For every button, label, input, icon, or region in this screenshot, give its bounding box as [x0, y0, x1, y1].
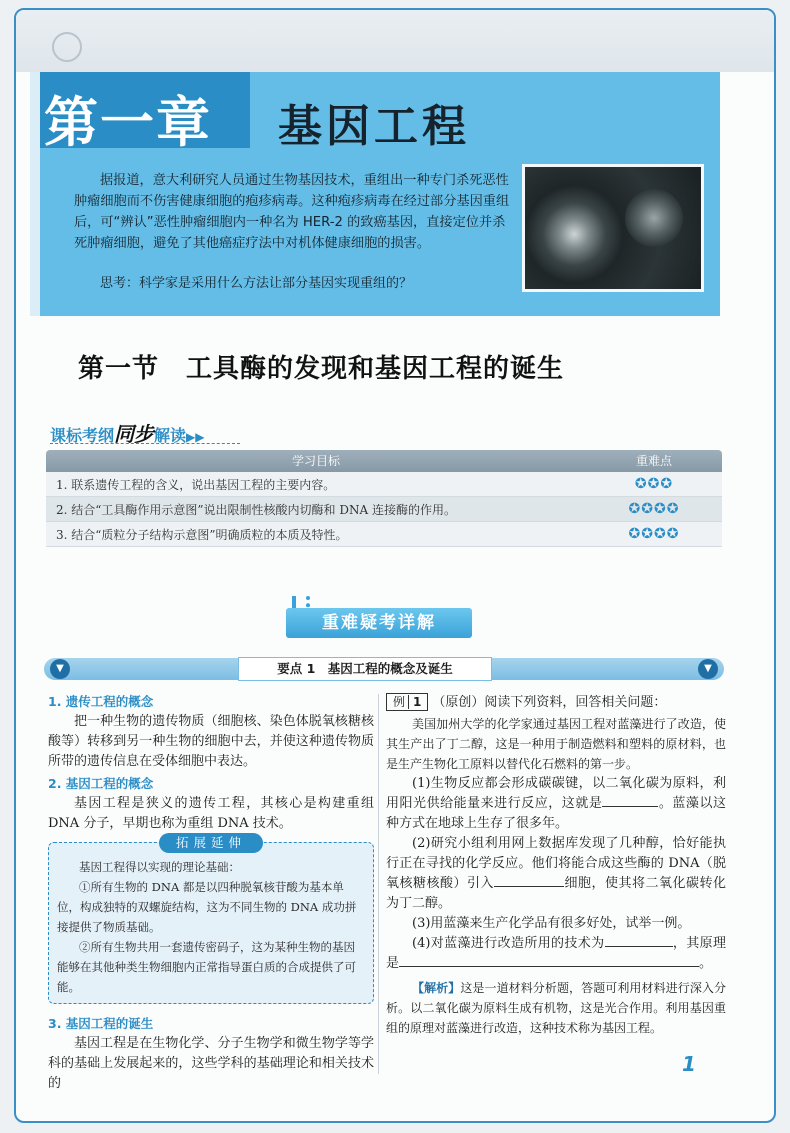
answer-blank[interactable] — [494, 886, 564, 887]
example-material: 美国加州大学的化学家通过基因工程对蓝藻进行了改造，使其生产出了丁二醇，这是一种用于制造燃料和塑料的原材料，也是生产生物化工原料以替代化石燃料的第一步。 — [386, 717, 726, 771]
goal-text: 2. 结合“工具酶作用示意图”说出限制性核酸内切酶和 DNA 连接酶的作用。 — [56, 502, 456, 517]
subheading-gene-engineering: 2. 基因工程的概念 — [48, 776, 154, 791]
down-arrow-circle-icon: ▼ — [698, 659, 718, 679]
goals-table-header — [46, 450, 722, 472]
table-row — [46, 497, 722, 522]
question-4 — [386, 934, 726, 974]
key-points-heading: 重难疑考详解 — [286, 608, 472, 638]
subheading-birth: 3. 基因工程的诞生 — [48, 1016, 154, 1031]
example-header — [386, 692, 726, 714]
example-badge — [386, 693, 428, 711]
paragraph: 基因工程是狭义的遗传工程，其核心是构建重组 DNA 分子，早期也称为重组 DNA 技术。 — [48, 796, 374, 831]
table-row — [46, 522, 722, 547]
goal-text: 3. 结合“质粒分子结构示意图”明确质粒的本质及特性。 — [56, 527, 348, 542]
example-label: 例 — [393, 695, 406, 709]
extension-box — [48, 835, 374, 1004]
example-number: 1 — [408, 695, 421, 709]
right-column — [386, 692, 726, 1038]
analysis-text: 这是一道材料分析题，答题可利用材料进行深入分析。以二氧化碳为原料生成有机物，这是光合作用。利用基因重组的原理对蓝藻进行改造，这种技术称为基因工程。 — [386, 981, 726, 1035]
tag-part-2: 同步 — [114, 422, 155, 446]
q1-text-end: 。蓝藻以这种方式在地球上生存了很多年。 — [386, 796, 726, 831]
section-title: 第一节 工具酶的发现和基因工程的诞生 — [78, 354, 565, 384]
extension-text: ②所有生物共用一套遗传密码子，这为某种生物的基因能够在其他种类生物细胞内正常指导蛋白质的合成提供了可能。 — [57, 940, 356, 994]
key-point-label: 要点 1 基因工程的概念及诞生 — [238, 657, 492, 681]
down-arrow-circle-icon: ▼ — [50, 659, 70, 679]
chapter-number: 第一章 — [44, 91, 212, 154]
goals-table-body — [46, 472, 722, 547]
answer-blank[interactable] — [605, 946, 673, 947]
page-number: 1 — [682, 1052, 696, 1076]
q4-text-end: 。 — [699, 956, 713, 971]
virus-micrograph-image — [522, 164, 704, 292]
tag-part-3: 解读 — [154, 426, 187, 445]
q2-text: (2)研究小组利用网上数据库发现了几种醇，恰好能执行正在寻找的化学反应。他们将能合成这些酶的 DNA（脱氧核糖核酸）引入 — [386, 836, 726, 891]
q1-text: (1)生物反应都会形成碳碳键，以二氧化碳为原料，利用阳光供给能量来进行反应，这就是 — [386, 776, 726, 811]
chapter-title: 基因工程 — [278, 101, 470, 152]
table-row — [46, 472, 722, 497]
answer-blank[interactable] — [602, 806, 658, 807]
paragraph: 基因工程是在生物化学、分子生物学和微生物学等学科的基础上发展起来的，这些学科的基础理论和相关技术的 — [48, 1036, 374, 1091]
study-guide-tag — [50, 418, 205, 444]
analysis-label: 【解析】 — [412, 981, 461, 995]
subheading-genetic-engineering: 1. 遗传工程的概念 — [48, 694, 154, 709]
q4-text-mid: ，其原理是 — [386, 936, 726, 971]
question-2 — [386, 834, 726, 914]
extension-text: 基因工程得以实现的理论基础： — [79, 860, 240, 874]
difficulty-col-header: 重难点 — [635, 454, 672, 468]
page-header-strip — [16, 10, 774, 72]
chapter-question: 思考：科学家是采用什么方法让部分基因实现重组的？ — [100, 276, 413, 291]
answer-blank[interactable] — [399, 966, 699, 967]
difficulty-stars-icon: ✪✪✪ — [634, 476, 674, 492]
tag-underline — [50, 443, 240, 444]
question-3: (3)用蓝藻来生产化学品有很多好处，试举一例。 — [412, 916, 691, 931]
left-column — [48, 692, 374, 1094]
extension-text: ①所有生物的 DNA 都是以四种脱氧核苷酸为基本单位，构成独特的双螺旋结构，这为不同生物的 DNA 成功拼接提供了物质基础。 — [57, 880, 357, 934]
learning-goals-table — [46, 450, 722, 547]
book-page — [14, 8, 776, 1123]
paragraph: 把一种生物的遗传物质（细胞核、染色体脱氧核糖核酸等）转移到另一种生物的细胞中去，并使这种遗传物质所带的遗传信息在受体细胞中表达。 — [48, 714, 374, 769]
difficulty-stars-icon: ✪✪✪✪ — [628, 526, 680, 542]
q2-text-end: 细胞，使其将二氧化碳转化为丁二醇。 — [386, 876, 726, 911]
q4-text: (4)对蓝藻进行改造所用的技术为 — [412, 936, 605, 951]
chapter-intro: 据报道，意大利研究人员通过生物基因技术，重组出一种专门杀死恶性肿瘤细胞而不伤害健康细胞的疱疹病毒。这种疱疹病毒在经过部分基因重组后，可“辨认”恶性肿瘤细胞内一种名为 HER-2 的致癌基因，直接定位并杀死肿瘤细胞，避免了其他癌症疗法中对机体健康细胞的损害。 — [74, 173, 510, 251]
tag-part-1: 课标考纲 — [50, 426, 115, 445]
chapter-banner — [30, 72, 720, 316]
double-arrow-icon: ▶▶ — [186, 430, 205, 444]
goal-text: 1. 联系遗传工程的含义，说出基因工程的主要内容。 — [56, 477, 336, 492]
difficulty-stars-icon: ✪✪✪✪ — [628, 501, 680, 517]
extension-title: 拓展延伸 — [159, 833, 263, 853]
column-divider — [378, 694, 379, 1074]
analysis — [386, 978, 726, 1038]
goals-col-header: 学习目标 — [291, 454, 340, 468]
chapter-number-box — [40, 72, 250, 154]
example-intro: （原创）阅读下列资料，回答相关问题： — [432, 695, 667, 710]
question-1 — [386, 774, 726, 834]
cell-shape — [625, 189, 683, 247]
header-logo-icon — [52, 32, 82, 62]
